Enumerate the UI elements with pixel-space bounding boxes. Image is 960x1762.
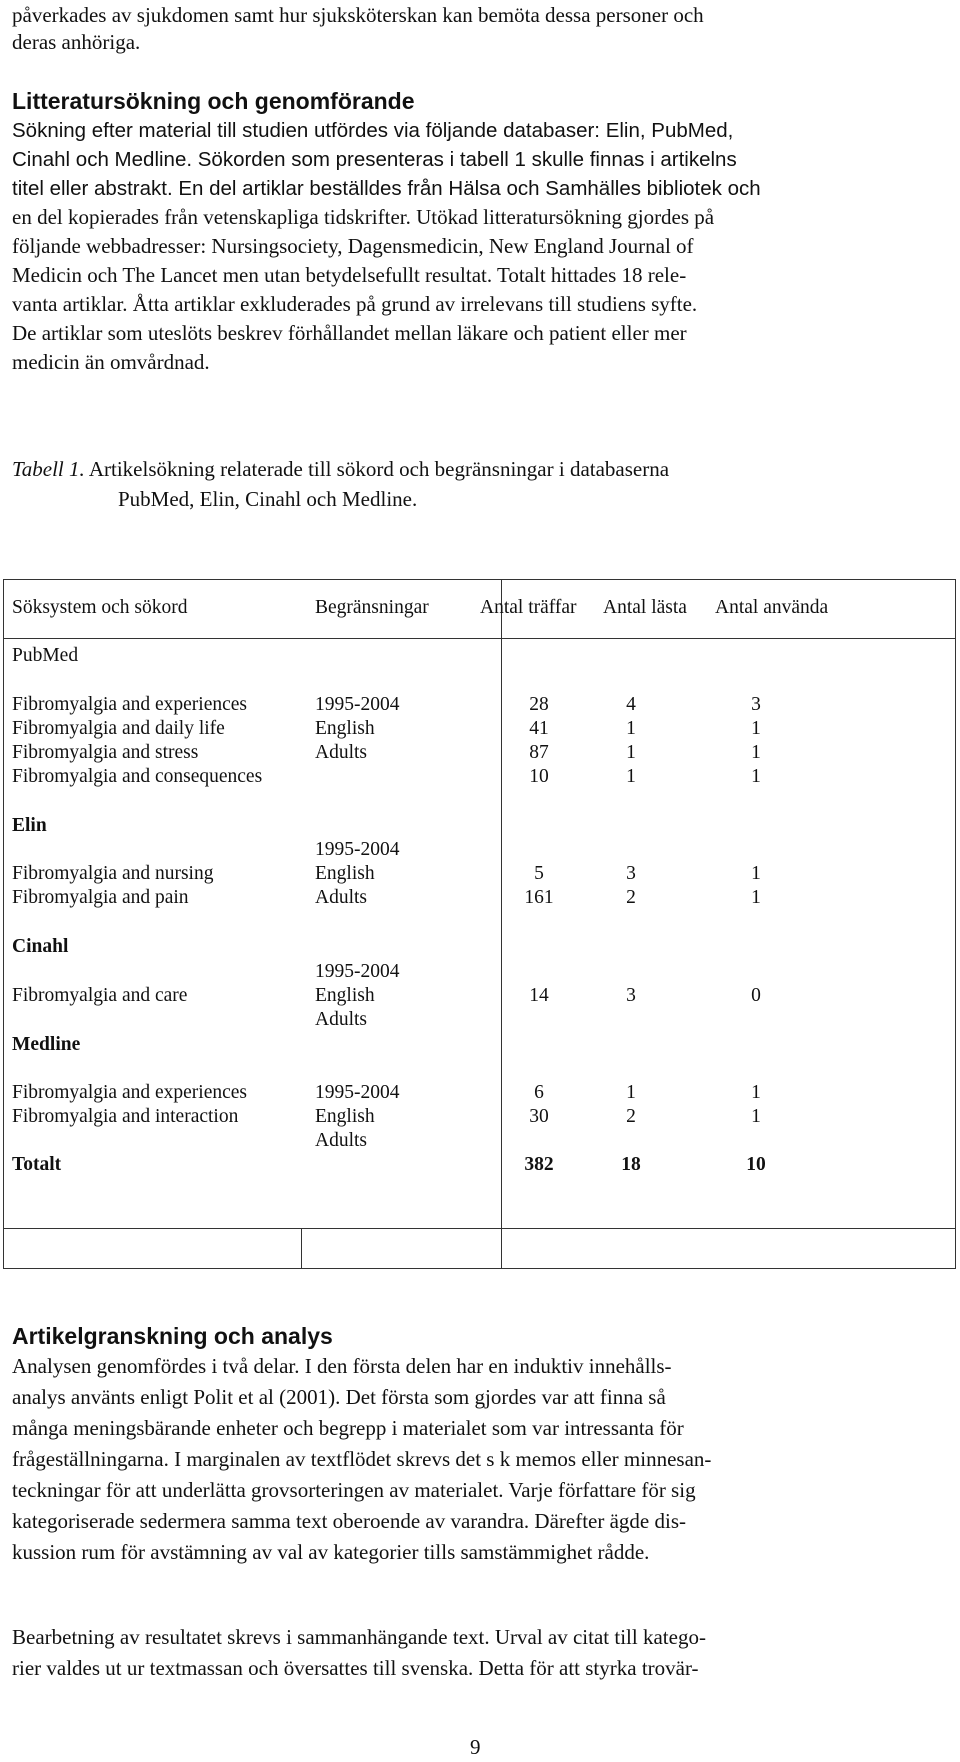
text-line: vanta artiklar. Åtta artiklar exkluderades på grund av irrelevans till studiens syfte.: [12, 292, 698, 316]
database-name: Medline: [12, 1034, 81, 1055]
read-value: 1: [626, 766, 636, 787]
read-value: 3: [626, 985, 636, 1006]
total-label: Totalt: [12, 1154, 62, 1175]
hits-value: 14: [529, 985, 549, 1006]
text-line: kussion rum för avstämning av val av kategorier tills samstämmighet rådde.: [12, 1540, 650, 1564]
caption-text: Artikelsökning relaterade till sökord och begränsningar i databaserna: [84, 457, 670, 481]
limit-language: English: [315, 718, 375, 739]
search-table: [3, 579, 956, 1269]
used-value: 1: [751, 1082, 761, 1103]
text-line: rier valdes ut ur textmassan och översattes till svenska. Detta för att styrka trovär-: [12, 1656, 699, 1680]
limit-years: 1995-2004: [315, 694, 400, 715]
search-term: Fibromyalgia and stress: [12, 742, 199, 763]
section-paragraph-cont: [12, 203, 952, 377]
limit-age: Adults: [315, 1009, 368, 1030]
read-value: 2: [626, 1106, 636, 1127]
table-total-rule: [4, 1228, 955, 1229]
hits-value: 10: [529, 766, 549, 787]
text-line: många meningsbärande enheter och begrepp i materialet som var intressanta för: [12, 1416, 684, 1440]
table-header-rule: [4, 638, 955, 639]
limit-language: English: [315, 1106, 375, 1127]
search-term: Fibromyalgia and interaction: [12, 1106, 239, 1127]
text-line: Sökning efter material till studien utfördes via följande databaser: Elin, PubMed,: [12, 119, 734, 142]
section-paragraph: [12, 1351, 952, 1568]
caption-label: Tabell 1.: [12, 457, 85, 481]
read-value: 1: [626, 742, 636, 763]
used-value: 1: [751, 1106, 761, 1127]
total-read: 18: [621, 1154, 641, 1175]
limit-years: 1995-2004: [315, 839, 400, 860]
search-term: Fibromyalgia and care: [12, 985, 188, 1006]
used-value: 1: [751, 887, 761, 908]
limit-language: English: [315, 985, 375, 1006]
hits-value: 87: [529, 742, 549, 763]
header-read: Antal lästa: [603, 597, 687, 618]
text-line: Analysen genomfördes i två delar. I den första delen har en induktiv innehålls-: [12, 1354, 672, 1378]
hits-value: 28: [529, 694, 549, 715]
text-line: Medicin och The Lancet men utan betydelsefullt resultat. Totalt hittades 18 rele-: [12, 263, 687, 287]
page-number: 9: [470, 1735, 481, 1759]
search-term: Fibromyalgia and pain: [12, 887, 189, 908]
limit-age: Adults: [315, 742, 368, 763]
section-heading: Litteratursökning och genomförande: [12, 88, 415, 114]
search-term: Fibromyalgia and experiences: [12, 694, 247, 715]
total-used: 10: [746, 1154, 766, 1175]
caption-text-line2: PubMed, Elin, Cinahl och Medline.: [118, 487, 418, 511]
hits-value: 6: [534, 1082, 544, 1103]
total-hits: 382: [524, 1154, 554, 1175]
database-name: Cinahl: [12, 936, 69, 957]
hits-value: 30: [529, 1106, 549, 1127]
text-line: deras anhöriga.: [12, 30, 141, 55]
read-value: 1: [626, 1082, 636, 1103]
hits-value: 161: [524, 887, 554, 908]
text-line: Cinahl och Medline. Sökorden som presenteras i tabell 1 skulle finnas i artikelns: [12, 148, 737, 171]
limit-age: Adults: [315, 1130, 368, 1151]
database-name: Elin: [12, 815, 47, 836]
read-value: 4: [626, 694, 636, 715]
table-total-divider: [301, 1228, 302, 1268]
intro-paragraph: [12, 2, 952, 57]
text-line: titel eller abstrakt. En del artiklar beställdes från Hälsa och Samhälles bibliotek och: [12, 177, 761, 200]
section-paragraph: [12, 116, 952, 203]
used-value: 1: [751, 766, 761, 787]
used-value: 3: [751, 694, 761, 715]
header-hits: Antal träffar: [480, 597, 577, 618]
used-value: 1: [751, 863, 761, 884]
text-line: De artiklar som uteslöts beskrev förhållandet mellan läkare och patient eller mer: [12, 321, 687, 345]
search-term: Fibromyalgia and nursing: [12, 863, 214, 884]
search-term: Fibromyalgia and daily life: [12, 718, 225, 739]
table-caption: [12, 454, 669, 514]
read-value: 2: [626, 887, 636, 908]
header-used: Antal använda: [715, 597, 829, 618]
read-value: 1: [626, 718, 636, 739]
limit-language: English: [315, 863, 375, 884]
limit-age: Adults: [315, 887, 368, 908]
table-col-rule: [501, 580, 502, 1268]
text-line: påverkades av sjukdomen samt hur sjuksköterskan kan bemöta dessa personer och: [12, 3, 704, 27]
text-line: teckningar för att underlätta grovsorteringen av materialet. Varje författare för sig: [12, 1478, 696, 1502]
section-paragraph: [12, 1622, 952, 1684]
used-value: 1: [751, 718, 761, 739]
hits-value: 5: [534, 863, 544, 884]
read-value: 3: [626, 863, 636, 884]
header-search-system: Söksystem och sökord: [12, 597, 188, 618]
text-line: kategoriserade sedermera samma text oberoende av varandra. Därefter ägde dis-: [12, 1509, 686, 1533]
section-heading: Artikelgranskning och analys: [12, 1323, 333, 1349]
text-line: följande webbadresser: Nursingsociety, Dagensmedicin, New England Journal of: [12, 234, 694, 258]
text-line: Bearbetning av resultatet skrevs i sammanhängande text. Urval av citat till katego-: [12, 1625, 706, 1649]
text-line: analys använts enligt Polit et al (2001). Det första som gjordes var att finna så: [12, 1385, 666, 1409]
search-term: Fibromyalgia and consequences: [12, 766, 263, 787]
text-line: frågeställningarna. I marginalen av textflödet skrevs det s k memos eller minnesan-: [12, 1447, 712, 1471]
database-name: PubMed: [12, 645, 79, 666]
used-value: 0: [751, 985, 761, 1006]
text-line: medicin än omvårdnad.: [12, 350, 210, 374]
used-value: 1: [751, 742, 761, 763]
text-line: en del kopierades från vetenskapliga tidskrifter. Utökad litteratursökning gjordes på: [12, 205, 715, 229]
search-term: Fibromyalgia and experiences: [12, 1082, 247, 1103]
limit-years: 1995-2004: [315, 961, 400, 982]
hits-value: 41: [529, 718, 549, 739]
header-limits: Begränsningar: [315, 597, 429, 618]
limit-years: 1995-2004: [315, 1082, 400, 1103]
